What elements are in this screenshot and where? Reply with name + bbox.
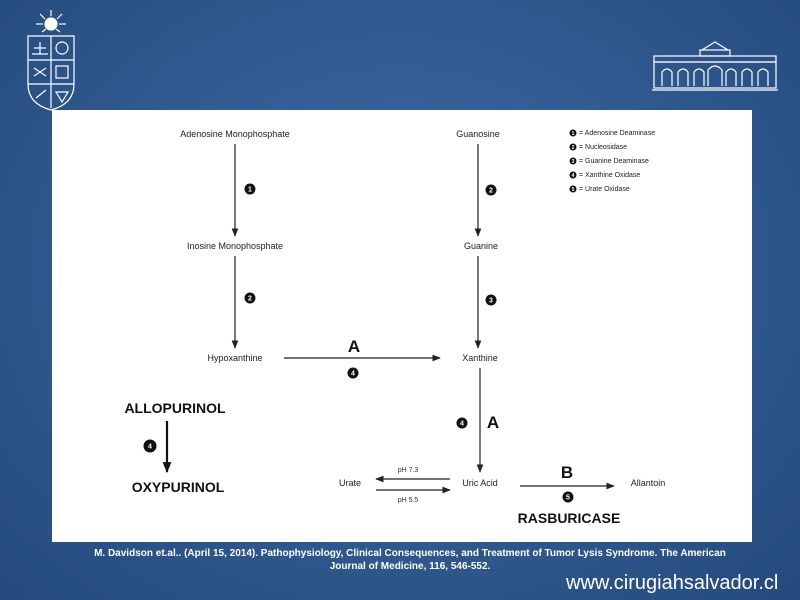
svg-text:= Guanine Deaminase: = Guanine Deaminase <box>579 158 649 165</box>
svg-text:2: 2 <box>489 187 493 195</box>
node-guanosine: Guanosine <box>456 129 500 139</box>
svg-text:2: 2 <box>248 295 252 303</box>
svg-text:4: 4 <box>571 173 575 179</box>
step-badge-hypoxanthine-to-xanthine <box>348 368 359 379</box>
svg-text:3: 3 <box>571 159 575 165</box>
svg-text:1: 1 <box>571 131 575 137</box>
step-badge-guanine-to-xanthine <box>486 295 497 306</box>
citation-line-2: Journal of Medicine, 116, 546-552. <box>329 561 491 572</box>
step-badge-xanthine-to-uric-acid <box>457 418 468 429</box>
step-badge-imp-to-hypoxanthine <box>245 293 256 304</box>
svg-text:5: 5 <box>566 494 570 502</box>
legend-item <box>570 186 630 194</box>
node-adenosine-monophosphate: Adenosine Monophosphate <box>180 129 290 139</box>
node-allantoin: Allantoin <box>630 478 666 488</box>
legend-item <box>570 130 656 138</box>
svg-text:= Adenosine Deaminase: = Adenosine Deaminase <box>579 130 656 137</box>
drug-rasburicase: RASBURICASE <box>517 510 621 526</box>
step-badge-guanosine-to-guanine <box>486 185 497 196</box>
university-crest-logo <box>22 10 80 112</box>
svg-text:4: 4 <box>460 420 464 428</box>
citation-line-1: M. Davidson et.al.. (April 15, 2014). Pathophysiology, Clinical Consequences, and Treatment of Tumor Lysis Syndrome. The American <box>94 548 726 559</box>
node-inosine-monophosphate: Inosine Monophosphate <box>186 241 284 251</box>
svg-text:1: 1 <box>248 186 252 194</box>
step-badge-uric-acid-to-allantoin <box>563 492 574 503</box>
step-badge-allopurinol-to-oxypurinol <box>144 440 157 453</box>
label-a-vertical: A <box>486 413 500 432</box>
svg-text:= Xanthine Oxidase: = Xanthine Oxidase <box>579 172 641 179</box>
svg-text:5: 5 <box>571 187 575 193</box>
citation <box>60 547 760 573</box>
ph-forward-label: pH 7.3 <box>397 467 419 474</box>
label-b: B <box>560 463 574 482</box>
website-url: www.cirugiahsalvador.cl <box>566 572 779 594</box>
legend-item <box>570 172 641 180</box>
node-urate: Urate <box>338 478 362 488</box>
svg-text:3: 3 <box>489 297 493 305</box>
node-uric-acid: Uric Acid <box>462 478 498 488</box>
svg-text:4: 4 <box>351 370 355 378</box>
svg-text:= Nucleosidase: = Nucleosidase <box>579 144 628 151</box>
node-xanthine: Xanthine <box>462 353 498 363</box>
drug-allopurinol: ALLOPURINOL <box>124 400 226 416</box>
metabolic-pathway-figure <box>52 110 752 542</box>
purine-pathway-diagram <box>52 110 752 542</box>
drug-oxypurinol: OXYPURINOL <box>131 479 225 495</box>
step-badge-amp-to-imp <box>245 184 256 195</box>
node-hypoxanthine: Hypoxanthine <box>207 353 263 363</box>
ph-reverse-label: pH 5.5 <box>397 497 419 504</box>
node-guanine: Guanine <box>463 241 499 251</box>
hospital-building-logo <box>652 40 778 92</box>
legend-item <box>570 144 628 152</box>
label-a-horizontal: A <box>347 337 361 356</box>
enzyme-legend <box>570 130 656 194</box>
svg-text:2: 2 <box>571 145 575 151</box>
svg-text:= Urate Oxidase: = Urate Oxidase <box>579 186 630 193</box>
legend-item <box>570 158 649 166</box>
svg-text:4: 4 <box>148 443 152 451</box>
